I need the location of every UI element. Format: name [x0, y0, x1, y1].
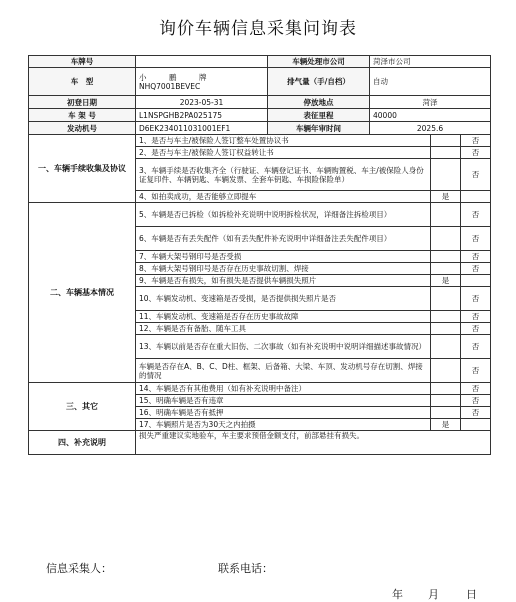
supplement-row [29, 431, 491, 455]
engine-label: 发动机号 [29, 122, 136, 135]
answer-no: 否 [461, 395, 491, 407]
question-text: 15、明确车辆是否有违章 [136, 395, 431, 407]
answer-yes [431, 135, 461, 147]
section-title: 三、其它 [29, 383, 136, 431]
answer-no: 否 [461, 251, 491, 263]
handler-value: 菏泽市公司 [370, 56, 491, 68]
question-text: 14、车辆是否有其他费用（如有补充说明中备注） [136, 383, 431, 395]
date-month: 月 [428, 588, 439, 601]
answer-no: 否 [461, 383, 491, 395]
answer-no: 否 [461, 335, 491, 359]
model-brand: 小 鹏 牌 [139, 72, 207, 82]
answer-yes [431, 383, 461, 395]
answer-no: 否 [461, 263, 491, 275]
answer-no [461, 191, 491, 203]
handler-label: 车辆处理市公司 [268, 56, 370, 68]
question-text: 11、车辆发动机、变速箱是否存在历史事故故障 [136, 311, 431, 323]
mileage-value: 40000 [370, 109, 491, 122]
vin-label: 车 架 号 [29, 109, 136, 122]
answer-no: 否 [461, 407, 491, 419]
parking-label: 停放地点 [268, 96, 370, 109]
question-text: 16、明确车辆是否有抵押 [136, 407, 431, 419]
question-text: 10、车辆发动机、变速箱是否受损，是否提供损失照片是否 [136, 287, 431, 311]
answer-no: 否 [461, 323, 491, 335]
form-title: 询价车辆信息采集问询表 [159, 19, 357, 39]
question-text: 4、如拍卖成功，是否能够立即提车 [136, 191, 431, 203]
phone-label: 联系电话： [218, 562, 273, 575]
answer-no [461, 275, 491, 287]
answer-yes [431, 359, 461, 383]
register-value: 2023-05-31 [136, 96, 268, 109]
inspection-label: 车辆年审时间 [268, 122, 370, 135]
question-text: 9、车辆是否有损失，如有损失是否提供车辆损失照片 [136, 275, 431, 287]
answer-yes [431, 335, 461, 359]
question-text: 3、车辆手续是否收集齐全（行驶证、车辆登记证书、车辆购置税、车主/被保险人身份证复印件、车辆钥匙、车辆发票、全套车钥匙、车损险保险单） [136, 159, 431, 191]
engine-value: D6EK234011031001EF1 [136, 122, 268, 135]
question-text: 2、是否与车主/被保险人签订权益转让书 [136, 147, 431, 159]
date-day: 日 [466, 588, 477, 601]
answer-no: 否 [461, 287, 491, 311]
model-code: NHQ7001BEVEC [139, 81, 201, 91]
vin-value: L1NSPGHB2PA025175 [136, 109, 268, 122]
answer-no: 否 [461, 311, 491, 323]
answer-yes: 是 [431, 191, 461, 203]
question-text: 7、车辆大架号钢印号是否受损 [136, 251, 431, 263]
date-year: 年 [392, 588, 403, 601]
plate-label: 车牌号 [29, 56, 136, 68]
answer-no: 否 [461, 227, 491, 251]
supplement-text: 损失严重建议实地验车，车主要求预借金额支付，前部悬挂有损失。 [136, 431, 491, 455]
answer-yes [431, 407, 461, 419]
inspection-value: 2025.6 [370, 122, 491, 135]
parking-value: 菏泽 [370, 96, 491, 109]
collector-label: 信息采集人： [46, 562, 112, 575]
section-title: 二、车辆基本情况 [29, 203, 136, 383]
displacement-label: 排气量（手/自档） [268, 68, 370, 96]
answer-no: 否 [461, 147, 491, 159]
answer-no: 否 [461, 203, 491, 227]
checklist-row [29, 135, 491, 147]
answer-yes [431, 287, 461, 311]
answer-no: 否 [461, 359, 491, 383]
answer-no [461, 419, 491, 431]
supplement-label: 四、补充说明 [29, 431, 136, 455]
checklist-row [29, 203, 491, 227]
answer-yes [431, 251, 461, 263]
question-text: 5、车辆是否已拆检（如拆检补充说明中说明拆检状况，详细备注拆检项目） [136, 203, 431, 227]
question-text: 8、车辆大架号钢印号是否存在历史事故切割、焊接 [136, 263, 431, 275]
answer-yes [431, 147, 461, 159]
question-text: 车辆是否存在A、B、C、D柱、框架、后备箱、大梁、车顶、发动机号存在切割、焊接的情况 [136, 359, 431, 383]
answer-yes [431, 263, 461, 275]
answer-yes: 是 [431, 275, 461, 287]
answer-yes: 是 [431, 419, 461, 431]
model-value [136, 68, 268, 96]
answer-yes [431, 159, 461, 191]
question-text: 13、车辆以前是否存在重大旧伤、二次事故（如有补充说明中说明详细描述事故情况） [136, 335, 431, 359]
answer-no: 否 [461, 135, 491, 147]
checklist-row [29, 383, 491, 395]
question-text: 1、是否与车主/被保险人签订整车处置协议书 [136, 135, 431, 147]
model-label: 车 型 [29, 68, 136, 96]
answer-yes [431, 311, 461, 323]
question-text: 12、车辆是否有备胎、随车工具 [136, 323, 431, 335]
answer-yes [431, 203, 461, 227]
register-label: 初登日期 [29, 96, 136, 109]
mileage-label: 表征里程 [268, 109, 370, 122]
answer-yes [431, 395, 461, 407]
displacement-value: 自动 [370, 68, 491, 96]
question-text: 6、车辆是否有丢失配件（如有丢失配件补充说明中详细备注丢失配件项目） [136, 227, 431, 251]
section-title: 一、车辆手续收集及协议 [29, 135, 136, 203]
question-text: 17、车辆照片是否为30天之内拍摄 [136, 419, 431, 431]
answer-yes [431, 323, 461, 335]
answer-no: 否 [461, 159, 491, 191]
plate-value [136, 56, 268, 68]
answer-yes [431, 227, 461, 251]
info-form-table [28, 55, 491, 455]
